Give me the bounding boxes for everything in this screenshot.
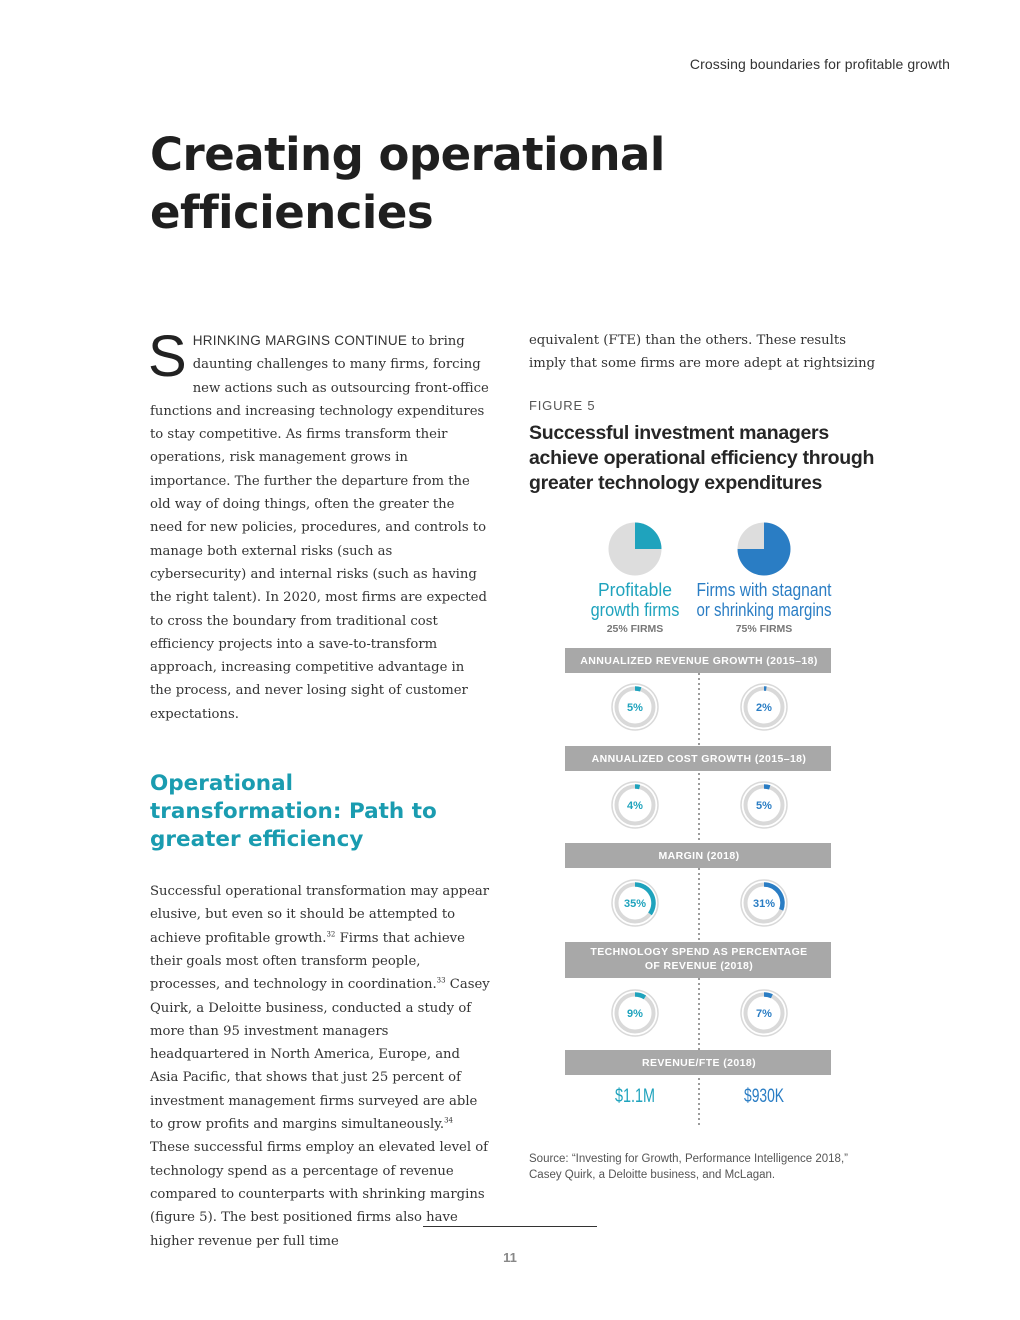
paragraph-text: Casey Quirk, a Deloitte business, conducted a study of more than 95 investment managers headquartered in North America, Europe, and Asia Pacific, that shows that just 25 percent of investment management firms surveyed are able to grow profits and margins simultaneously. [150, 977, 490, 1133]
paragraph-text: These successful firms employ an elevated level of technology spend as a percentage of revenue compared to counterparts with shrinking margins (figure 5). The best positioned firms also have higher revenue per full time [150, 1140, 489, 1249]
metric-label: TECHNOLOGY SPEND AS PERCENTAGE [590, 946, 808, 958]
ring-value-arc [635, 995, 645, 998]
metric-label: ANNUALIZED COST GROWTH (2015–18) [591, 753, 807, 765]
paragraph-text: Successful operational transformation may appear elusive, but even so it should be attempted to achieve profitable growth. [150, 884, 490, 946]
group-share-label: 25% FIRMS [606, 623, 664, 635]
pie-slice [635, 523, 662, 550]
footnote-ref[interactable]: 34 [444, 1116, 453, 1125]
ring-value-label: 2% [756, 702, 772, 714]
ring-value-label: 7% [756, 1008, 772, 1020]
ring-value-arc [635, 689, 641, 690]
page-title: Creating operational efficiencies [150, 128, 665, 239]
page-number: 11 [503, 1250, 517, 1265]
ring-value-label: 9% [627, 1008, 643, 1020]
figure-title: Successful investment managers achieve operational efficiency through greater technology expenditures [529, 422, 875, 494]
footer-rule [423, 1226, 597, 1227]
figure-label: FIGURE 5 [529, 398, 596, 413]
paragraph-text: Firms that achieve their goals most often transform people, processes, and technology in coordination. [150, 930, 465, 993]
metric-value-text: $930K [744, 1086, 785, 1107]
footnote-ref[interactable]: 33 [436, 976, 446, 985]
ring-value-label: 31% [752, 898, 776, 910]
metric-label: REVENUE/FTE (2018) [642, 1057, 756, 1069]
ring-value-label: 4% [627, 800, 643, 812]
ring-value-label: 5% [627, 702, 643, 714]
section-paragraph [150, 880, 490, 1253]
figure-source: Source: “Investing for Growth, Performance Intelligence 2018,” Casey Quirk, a Deloitte business, and McLagan. [529, 1153, 848, 1181]
intro-body: to bring daunting challenges to many firms, forcing new actions such as outsourcing front-office functions and increasing technology expenditures to stay competitive. As firms transform their operations, risk management grows in importance. The further the departure from the old way of doing things, often the greater the need for new policies, procedures, and controls to manage both external risks (such as cybersecurity) and internal risks (such as having the right talent). In 2020, most firms are expected to cross the boundary from traditional cost efficiency projects into a save-to-transform approach, increasing competitive advantage in the process, and never losing sight of customer expectations. [150, 334, 489, 722]
group-share-label: 75% FIRMS [735, 623, 793, 635]
group-name: or shrinking margins [696, 600, 832, 620]
running-head: Crossing boundaries for profitable growth [689, 56, 950, 72]
right-column [529, 329, 879, 376]
section-heading: Operational transformation: Path to greater efficiency [150, 771, 437, 853]
metric-label: ANNUALIZED REVENUE GROWTH (2015–18) [580, 655, 818, 667]
ring-value-arc [764, 787, 770, 788]
figure-infographic [560, 515, 840, 1135]
group-name: growth firms [590, 600, 680, 620]
ring-value-label: 5% [756, 800, 772, 812]
group-name: Firms with stagnant [696, 580, 832, 600]
metric-label: MARGIN (2018) [658, 850, 740, 862]
intro-paragraph [148, 324, 490, 726]
footnote-ref[interactable]: 32 [326, 930, 336, 939]
group-name: Profitable [598, 580, 672, 600]
metric-label: OF REVENUE (2018) [644, 960, 754, 972]
drop-cap: S [148, 324, 187, 389]
lead-in-caps: HRINKING MARGINS CONTINUE [192, 333, 408, 348]
ring-value-label: 35% [623, 898, 647, 910]
continuation-paragraph: equivalent (FTE) than the others. These results imply that some firms are more adept at rightsizing [529, 333, 876, 372]
metric-value-text: $1.1M [615, 1086, 655, 1107]
ring-value-arc [635, 787, 640, 788]
left-column [148, 324, 490, 1253]
ring-value-arc [764, 995, 772, 997]
